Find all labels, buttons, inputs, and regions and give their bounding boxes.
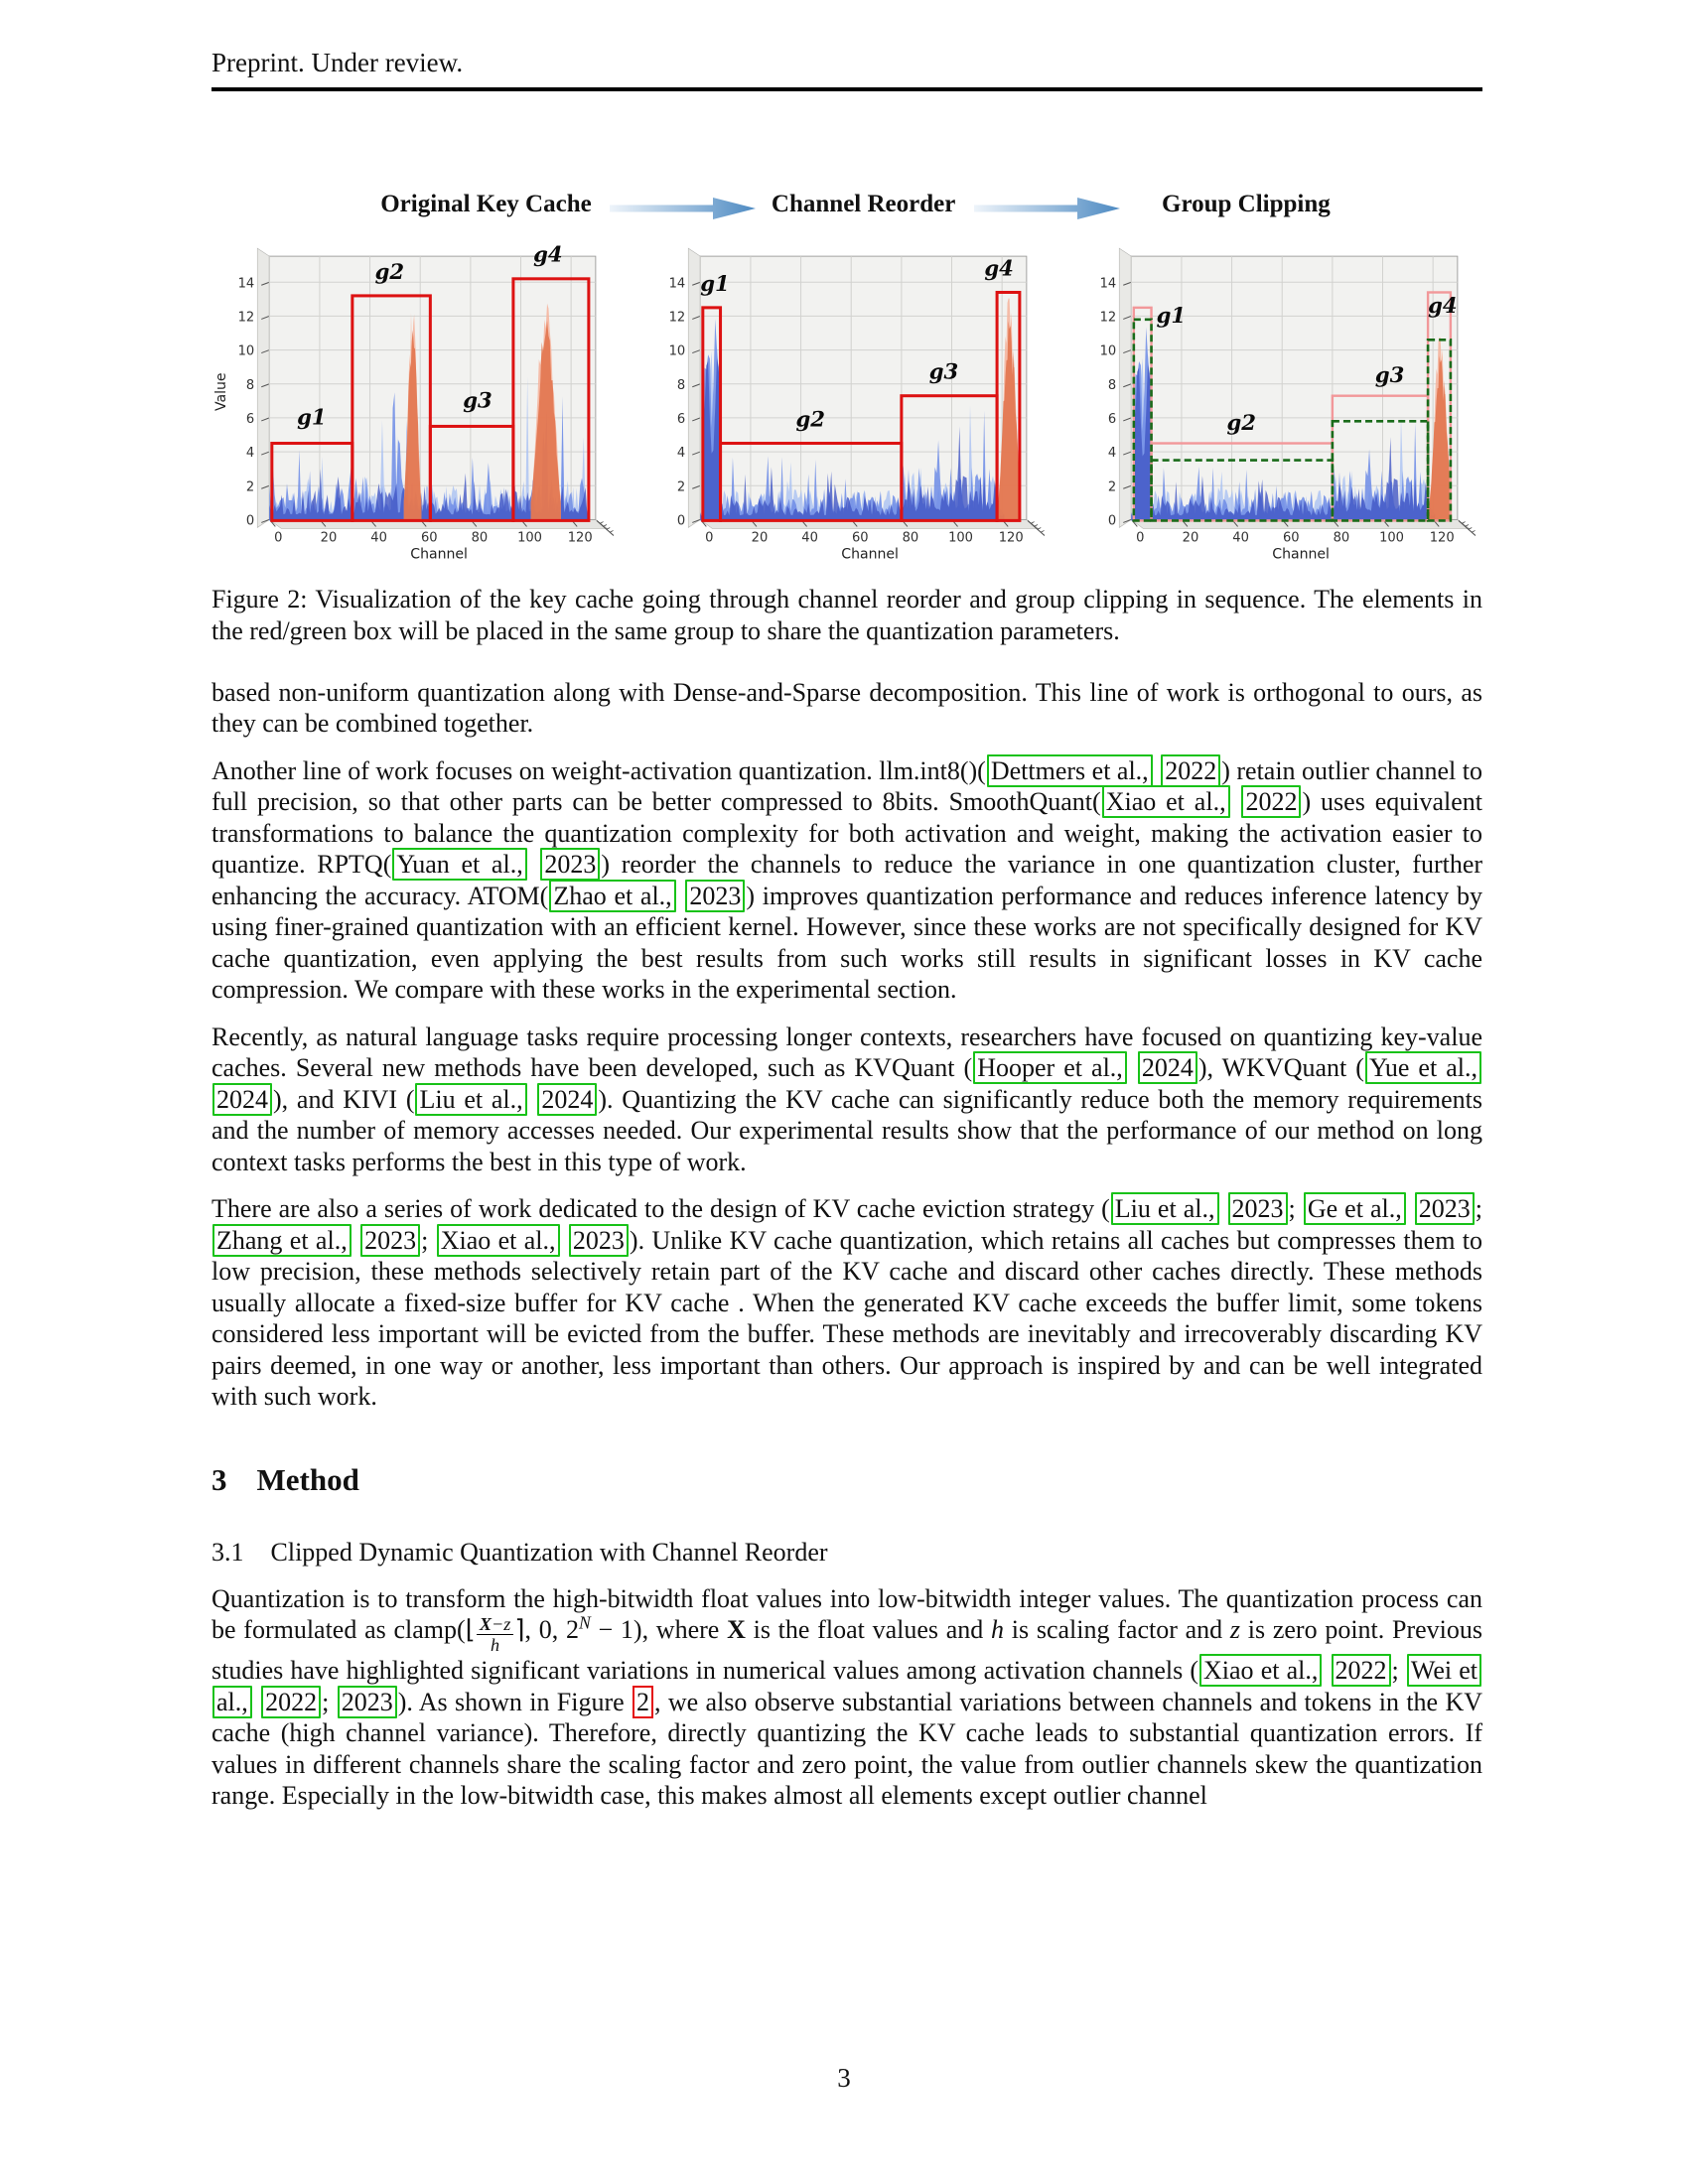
citation-link[interactable]: Hooper et al.,: [973, 1051, 1127, 1084]
svg-text:40: 40: [801, 530, 818, 546]
citation-link[interactable]: Yue et al.,: [1365, 1051, 1481, 1084]
3d-surface-plot: [1073, 232, 1482, 564]
citation-link[interactable]: Zhao et al.,: [549, 880, 675, 912]
svg-text:0: 0: [1136, 530, 1145, 546]
svg-text:120: 120: [567, 530, 593, 546]
plot-original-key-cache: [211, 232, 621, 564]
paragraph: Quantization is to transform the high-bitwidth float values into low-bitwidth integer values. The quantization process can be formulated as clamp(⌊ $\frac{X-z}{h}$ ⌉, 0, $2^N - 1$), where X is the float values and h is scaling factor and z is zero point. Previous studies have highlighted significant variations in numerical values among activation channels ( Xiao et al., 2022 ; Wei et al., 2022 ; 2023 ). As shown in Figure 2 , we also observe substantial variations between channels and tokens in the KV cache (high channel variance). Therefore, directly quantizing the KV cache leads to substantial quantization errors. If values in different channels share the scaling factor and zero point, the value from outlier channels skew the quantization range. Especially in the low-bitwidth case, this makes almost all elements except outlier channel: [211, 1583, 1483, 1811]
citation-link[interactable]: 2022: [1241, 785, 1301, 818]
text-span: −z: [491, 1614, 511, 1634]
stage-title-group-clipping: Group Clipping: [1162, 191, 1331, 217]
svg-text:80: 80: [1333, 530, 1350, 546]
svg-text:40: 40: [1232, 530, 1249, 546]
svg-text:100: 100: [517, 530, 543, 546]
text-span: N: [578, 1612, 591, 1633]
svg-text:g3: g3: [1374, 362, 1405, 388]
citation-link[interactable]: Wei et al.,: [212, 1654, 1481, 1718]
running-header: Preprint. Under review.: [211, 48, 464, 77]
citation-link[interactable]: 2024: [1138, 1051, 1197, 1084]
svg-text:6: 6: [1107, 411, 1117, 427]
svg-text:4: 4: [1107, 446, 1117, 462]
citation-link[interactable]: Xiao et al.,: [1102, 785, 1230, 818]
plot-group-clipping: [1073, 232, 1482, 564]
svg-text:0: 0: [676, 513, 686, 529]
svg-text:20: 20: [751, 530, 769, 546]
citation-link[interactable]: 2022: [261, 1686, 321, 1718]
citation-link[interactable]: Zhang et al.,: [212, 1224, 352, 1257]
3d-surface-plot: [642, 232, 1052, 564]
svg-text:g4: g4: [533, 241, 563, 267]
svg-text:g2: g2: [1226, 409, 1256, 435]
citation-link[interactable]: 2022: [1161, 754, 1220, 787]
figure-reference-link[interactable]: 2: [633, 1686, 653, 1718]
svg-text:100: 100: [948, 530, 974, 546]
svg-text:0: 0: [274, 530, 283, 546]
figure-stage-row: [211, 187, 1482, 230]
citation-link[interactable]: 2023: [360, 1224, 420, 1257]
svg-text:80: 80: [471, 530, 489, 546]
svg-text:8: 8: [245, 377, 255, 393]
figure-caption: Figure 2: Visualization of the key cache going through channel reorder and group clipping in sequence. The elements in the red/green box will be placed in the same group to share the quantization parameters.: [211, 584, 1482, 645]
plot-channel-reorder: [642, 232, 1052, 564]
svg-text:60: 60: [420, 530, 438, 546]
svg-text:0: 0: [245, 513, 255, 529]
svg-text:g4: g4: [1428, 292, 1458, 318]
citation-link[interactable]: Dettmers et al.,: [987, 754, 1153, 787]
svg-text:100: 100: [1379, 530, 1405, 546]
svg-text:14: 14: [668, 276, 686, 292]
svg-text:g2: g2: [374, 258, 405, 284]
text-span: h: [491, 1635, 500, 1656]
subsection-title: Clipped Dynamic Quantization with Channel Reorder: [270, 1537, 828, 1567]
svg-text:14: 14: [237, 276, 255, 292]
subsection-heading: [211, 1538, 1482, 1568]
citation-link[interactable]: Liu et al.,: [415, 1083, 526, 1116]
svg-text:g1: g1: [700, 270, 730, 296]
svg-text:20: 20: [1182, 530, 1199, 546]
svg-text:0: 0: [1107, 513, 1117, 529]
stage-title-original-key-cache: Original Key Cache: [380, 191, 592, 217]
svg-text:120: 120: [998, 530, 1024, 546]
svg-text:8: 8: [676, 377, 686, 393]
citation-link[interactable]: 2023: [1415, 1192, 1475, 1225]
svg-text:2: 2: [245, 479, 255, 495]
text-span: X: [479, 1614, 492, 1634]
page-number: 3: [837, 2063, 851, 2093]
text-span: X: [727, 1615, 746, 1645]
svg-text:2: 2: [1107, 479, 1117, 495]
citation-link[interactable]: Ge et al.,: [1304, 1192, 1406, 1225]
paragraph: There are also a series of work dedicated to the design of KV cache eviction strategy ( Liu et al., 2023 ; Ge et al., 2023 ; Zhang et al., 2023 ; Xiao et al., 2023 ). Unlike KV cache quantization, which retains all caches but compresses them to low precision, these methods selectively retain part of the KV cache and discard other caches directly. These methods usually allocate a fixed-size buffer for KV cache . When the generated KV cache exceeds the buffer limit, some tokens considered less important will be evicted from the buffer. These methods are inevitably and irrecoverably discarding KV pairs deemed, in one way or another, less important than others. Our approach is inspired by and can be well integrated with such work.: [211, 1194, 1483, 1412]
svg-text:10: 10: [668, 343, 686, 359]
citation-link[interactable]: 2023: [540, 848, 600, 881]
svg-text:12: 12: [237, 310, 255, 326]
citation-link[interactable]: 2024: [537, 1083, 597, 1116]
text-span: z: [1229, 1615, 1241, 1645]
figure-2: [211, 187, 1482, 647]
svg-text:14: 14: [1099, 276, 1117, 292]
svg-text:Channel: Channel: [410, 546, 468, 563]
svg-text:12: 12: [668, 310, 686, 326]
svg-text:g3: g3: [463, 387, 492, 413]
svg-text:60: 60: [851, 530, 869, 546]
svg-text:Value: Value: [213, 372, 230, 412]
svg-text:12: 12: [1099, 310, 1117, 326]
svg-text:20: 20: [320, 530, 338, 546]
3d-surface-plot: [211, 232, 621, 564]
svg-text:10: 10: [1099, 343, 1117, 359]
svg-text:0: 0: [705, 530, 714, 546]
header-rule: [211, 87, 1482, 91]
svg-text:g2: g2: [795, 406, 825, 432]
citation-link[interactable]: Liu et al.,: [1111, 1192, 1219, 1225]
citation-link[interactable]: 2023: [569, 1224, 629, 1257]
body-text: [211, 677, 1482, 1812]
svg-text:120: 120: [1429, 530, 1455, 546]
page-content: [211, 0, 1482, 1828]
citation-link[interactable]: 2023: [685, 880, 745, 912]
svg-text:6: 6: [245, 411, 255, 427]
citation-link[interactable]: Xiao et al.,: [1199, 1654, 1322, 1687]
svg-text:g1: g1: [1156, 303, 1187, 329]
citation-link[interactable]: 2023: [1228, 1192, 1288, 1225]
section-heading-method: [211, 1462, 1482, 1498]
citation-link[interactable]: 2022: [1332, 1654, 1391, 1687]
svg-text:6: 6: [676, 411, 686, 427]
svg-text:10: 10: [237, 343, 255, 359]
svg-text:Channel: Channel: [1272, 546, 1330, 563]
svg-text:2: 2: [676, 479, 686, 495]
svg-text:60: 60: [1282, 530, 1300, 546]
paragraph: based non-uniform quantization along with Dense-and-Sparse decomposition. This line of work is orthogonal to ours, as they can be combined together.: [211, 677, 1482, 739]
svg-text:4: 4: [676, 446, 686, 462]
svg-text:80: 80: [902, 530, 919, 546]
subsection-number: 3.1: [211, 1537, 244, 1567]
svg-text:40: 40: [370, 530, 387, 546]
math-fraction: [477, 1615, 514, 1655]
section-number: 3: [211, 1461, 227, 1497]
svg-text:8: 8: [1107, 377, 1117, 393]
svg-text:g1: g1: [297, 404, 327, 430]
citation-link[interactable]: 2023: [338, 1686, 397, 1718]
flow-arrow-icon: [608, 195, 759, 227]
paragraph: Another line of work focuses on weight-activation quantization. llm.int8()( Dettmers et al., 2022 ) retain outlier channel to full precision, so that other parts can be better compressed to 8bits. SmoothQuant( Xiao et al., 2022 ) uses equivalent transformations to balance the quantization complexity for both activation and weight, making the activation easier to quantize. RPTQ( Yuan et al., 2023 ) reorder the channels to reduce the variance in one quantization cluster, further enhancing the accuracy. ATOM( Zhao et al., 2023 ) improves quantization performance and reduces inference latency by using finer-grained quantization with an efficient kernel. However, since these works are not specifically designed for KV cache quantization, even applying the best results from such works still results in significant losses in KV cache compression. We compare with these works in the experimental section.: [211, 755, 1483, 1005]
figure-plot-row: [211, 232, 1482, 564]
citation-link[interactable]: Yuan et al.,: [392, 848, 526, 881]
text-span: h: [991, 1615, 1005, 1645]
section-title: Method: [256, 1461, 359, 1497]
citation-link[interactable]: 2024: [212, 1083, 272, 1116]
svg-text:g3: g3: [928, 358, 959, 384]
flow-arrow-icon: [972, 195, 1123, 227]
svg-text:Channel: Channel: [841, 546, 899, 563]
citation-link[interactable]: Xiao et al.,: [437, 1224, 560, 1257]
paragraph: Recently, as natural language tasks require processing longer contexts, researchers have focused on quantizing key-value caches. Several new methods have been developed, such as KVQuant ( Hooper et al., 2024 ), WKVQuant ( Yue et al., 2024 ), and KIVI ( Liu et al., 2024 ). Quantizing the KV cache can significantly reduce both the memory requirements and the number of memory accesses needed. Our experimental results show that the performance of our method on long context tasks performs the best in this type of work.: [211, 1022, 1482, 1176]
svg-text:g4: g4: [984, 255, 1014, 281]
stage-title-channel-reorder: Channel Reorder: [771, 191, 956, 217]
svg-text:4: 4: [245, 446, 255, 462]
